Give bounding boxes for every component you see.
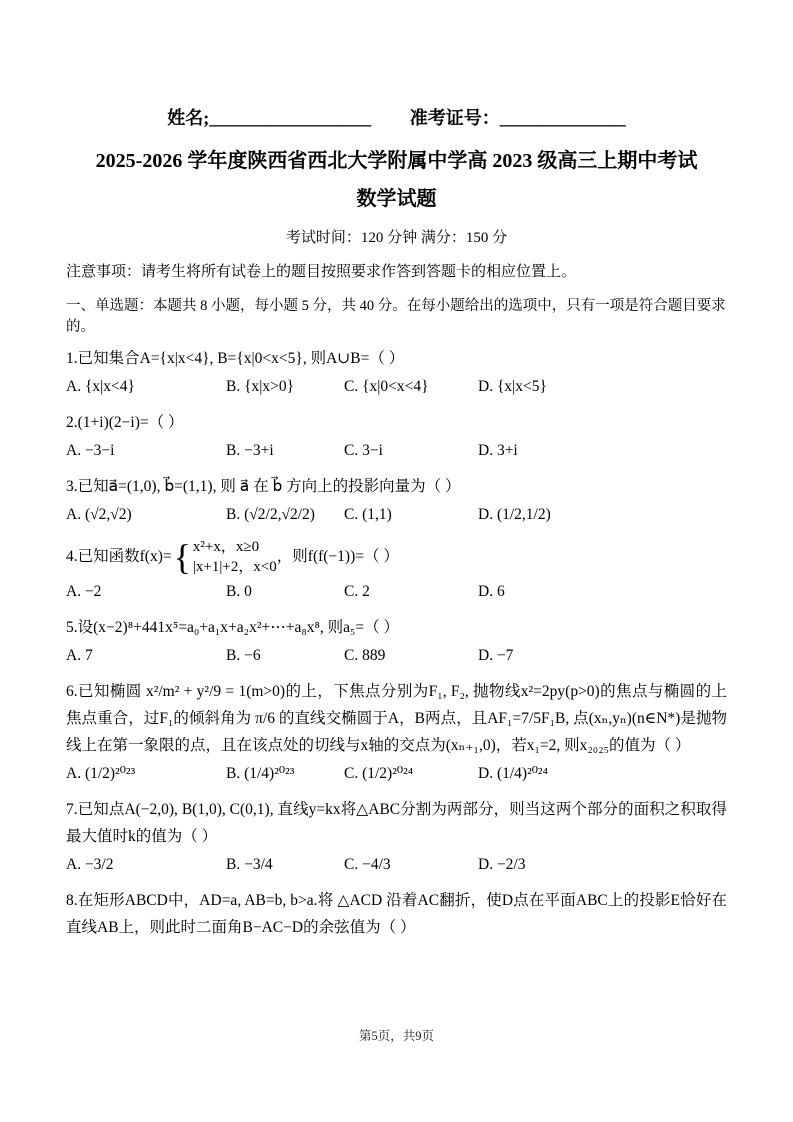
- question-5-option-b: B. −6: [226, 647, 261, 665]
- question-2-option-d: D. 3+i: [478, 442, 518, 460]
- question-4-piece-2: |x+1|+2，x<0: [192, 559, 277, 576]
- page-number: 第5页，共9页: [358, 1029, 434, 1043]
- brace-icon: {: [173, 537, 191, 578]
- question-3-option-b: B. (√2/2,√2/2): [226, 505, 315, 523]
- question-5-option-d: D. −7: [478, 647, 514, 665]
- question-4-piece-1: x²+x，x≥0: [192, 538, 260, 555]
- question-4-options: [66, 580, 727, 605]
- question-7: [66, 796, 727, 878]
- question-4-option-c: C. 2: [344, 583, 370, 601]
- question-7-options: [66, 853, 727, 878]
- question-2-option-b: B. −3+i: [226, 442, 274, 460]
- question-8: [66, 887, 727, 941]
- question-6-option-a: A. (1/2)²⁰²³: [66, 765, 136, 783]
- question-6: [66, 678, 727, 787]
- question-3-stem: 3.已知a⃗=(1,0), b⃗=(1,1), 则 a⃗ 在 b⃗ 方向上的投影向量为（ ）: [66, 477, 461, 495]
- question-7-option-a: A. −3/2: [66, 856, 114, 874]
- candidate-info-line: [66, 104, 727, 130]
- section-heading: 一、单选题：本题共 8 小题，每小题 5 分，共 40 分。在每小题给出的选项中，只有一项是符合题目要求的。: [66, 298, 726, 335]
- exam-info: 考试时间：120 分钟 满分：150 分: [285, 230, 508, 246]
- question-5-option-a: A. 7: [66, 647, 93, 665]
- question-1-option-c: C. {x|0<x<4}: [344, 378, 429, 396]
- question-7-option-d: D. −2/3: [478, 856, 526, 874]
- question-7-option-c: C. −4/3: [344, 856, 391, 874]
- question-7-option-b: B. −3/4: [226, 856, 273, 874]
- question-4-option-a: A. −2: [66, 583, 102, 601]
- question-2-stem: 2.(1+i)(2−i)=（ ）: [66, 413, 184, 431]
- name-label: 姓名;__________________: [167, 108, 372, 128]
- question-3-options: [66, 503, 727, 528]
- question-6-option-c: C. (1/2)²⁰²⁴: [344, 765, 414, 783]
- question-8-stem: 8.在矩形ABCD中，AD=a, AB=b, b>a.将 △ACD 沿着AC翻折，使D点在平面ABC上的投影E恰好在直线AB上，则此时二面角B−AC−D的余弦值为（ ）: [66, 892, 727, 937]
- question-4-pieces: [193, 537, 277, 578]
- question-4-prefix: 4.已知函数f(x)=: [66, 548, 172, 566]
- question-5: [66, 614, 727, 669]
- question-2-option-c: C. 3−i: [344, 442, 383, 460]
- question-3: [66, 473, 727, 528]
- question-3-option-c: C. (1,1): [344, 505, 392, 523]
- question-2-option-a: A. −3−i: [66, 442, 115, 460]
- question-6-stem: 6.已知椭圆 x²/m² + y²/9 = 1(m>0)的上，下焦点分别为F₁, F₂, 抛物线x²=2py(p>0)的焦点与椭圆的上焦点重合，过F₁的倾斜角为 π/6 的直线交椭圆于A，B两点，且AF₁=7/5F₁B, 点(xₙ,yₙ)(n∈N*)是抛物线上在第一象限的点，且在该点处的切线与x轴的交点为(xₙ₊₁,0)，若x₁=2, 则x₂₀₂₅的值为（ ）: [66, 682, 727, 755]
- question-1-option-a: A. {x|x<4}: [66, 378, 135, 396]
- question-1-stem: 1.已知集合A={x|x<4}, B={x|0<x<5}, 则A∪B=（ ）: [66, 350, 405, 367]
- exam-title-line2: 数学试题: [356, 188, 437, 210]
- exam-id-label: 准考证号：______________: [409, 108, 626, 128]
- question-4-stem: [66, 537, 727, 578]
- question-3-option-d: D. (1/2,1/2): [478, 505, 551, 523]
- question-1-option-b: B. {x|x>0}: [226, 378, 295, 396]
- question-6-option-b: B. (1/4)²⁰²³: [226, 765, 295, 783]
- question-4-option-d: D. 6: [478, 583, 505, 601]
- question-2-options: [66, 439, 727, 464]
- question-6-option-d: D. (1/4)²⁰²⁴: [478, 765, 548, 783]
- question-1: [66, 345, 727, 400]
- notice-text: 注意事项：请考生将所有试卷上的题目按照要求作答到答题卡的相应位置上。: [66, 264, 577, 280]
- question-7-stem: 7.已知点A(−2,0), B(1,0), C(0,1), 直线y=kx将△ABC分割为两部分，则当这两个部分的面积之积取得最大值时k的值为（ ）: [66, 801, 727, 846]
- question-1-options: [66, 375, 727, 400]
- question-1-option-d: D. {x|x<5}: [478, 378, 547, 396]
- question-4: [66, 537, 727, 605]
- question-5-options: [66, 644, 727, 669]
- question-4-suffix: ，则f(f(−1))=（ ）: [276, 548, 399, 566]
- question-4-option-b: B. 0: [226, 583, 252, 601]
- question-3-option-a: A. (√2,√2): [66, 505, 132, 523]
- question-5-option-c: C. 889: [344, 647, 386, 665]
- question-6-options: [66, 762, 727, 787]
- question-5-stem: 5.设(x−2)⁸+441x⁵=a₀+a₁x+a₂x²+⋯+a₈x⁸, 则a₅=（ ）: [66, 619, 400, 637]
- question-2: [66, 409, 727, 464]
- exam-title-line1: 2025-2026 学年度陕西省西北大学附属中学高 2023 级高三上期中考试: [95, 150, 698, 172]
